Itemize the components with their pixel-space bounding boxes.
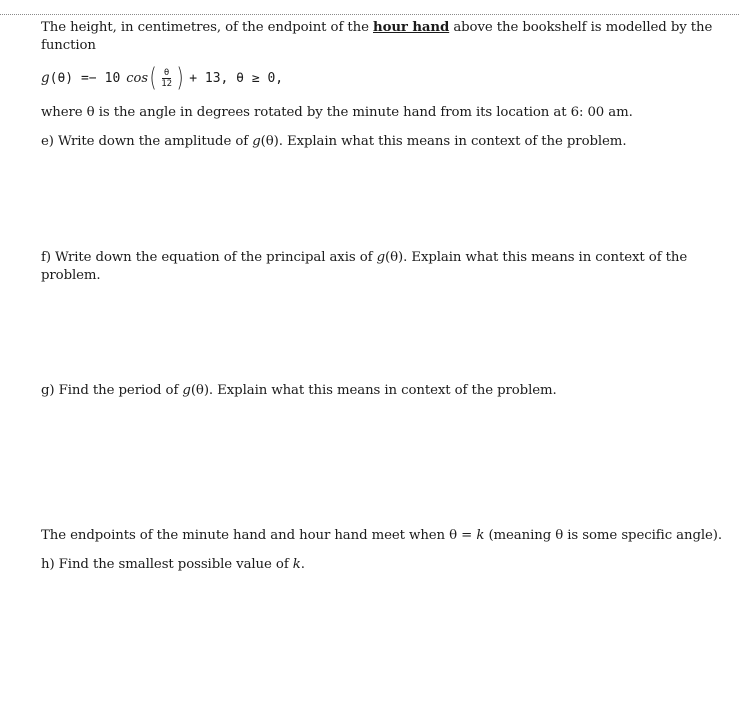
- question-e: [41, 133, 721, 151]
- fraction-numerator: θ: [163, 67, 170, 78]
- question-g: [41, 382, 721, 400]
- intro-text-end: above the bookshelf is modelled by the function: [41, 20, 713, 53]
- question-e-text-end: . Explain what this means in context of the problem.: [278, 134, 627, 149]
- formula-fraction: [159, 68, 174, 89]
- function-formula: [41, 63, 283, 93]
- meet-line-text: The endpoints of the minute hand and hour hand meet when θ =: [41, 528, 477, 543]
- question-h-text: h) Find the smallest possible value of: [41, 557, 293, 572]
- question-g-text-end: . Explain what this means in context of the problem.: [208, 383, 557, 398]
- question-g-arg: (θ): [190, 383, 209, 398]
- question-f-fn: g: [376, 250, 385, 265]
- question-h: [41, 556, 721, 574]
- question-f-arg: (θ): [384, 250, 404, 265]
- question-h-var: k: [292, 557, 301, 572]
- meet-line-var: k: [476, 528, 485, 543]
- question-g-text: g) Find the period of: [41, 383, 183, 398]
- left-paren: (: [149, 63, 157, 93]
- right-paren: ): [176, 63, 184, 93]
- page-top-border: [0, 14, 739, 15]
- hour-hand-emphasis: hour hand: [373, 20, 450, 35]
- intro-paragraph: [41, 19, 721, 55]
- fraction-denominator: 12: [161, 78, 173, 89]
- question-h-text-end: .: [300, 557, 305, 572]
- question-g-fn: g: [182, 383, 191, 398]
- meet-line-text-end: (meaning θ is some specific angle).: [484, 528, 723, 543]
- formula-argument: (θ) =−: [49, 70, 97, 86]
- formula-rest: + 13, θ ≥ 0,: [189, 70, 284, 86]
- meet-line: [41, 527, 731, 545]
- where-line: where θ is the angle in degrees rotated by the minute hand from its location at 6: 00 am.: [41, 105, 633, 120]
- formula-cos: cos: [126, 70, 149, 86]
- question-f-text: f) Write down the equation of the principal axis of: [41, 250, 377, 265]
- formula-coefficient: 10: [104, 70, 121, 86]
- intro-text: The height, in centimetres, of the endpoint of the: [41, 20, 373, 35]
- formula-function-name: g: [41, 70, 50, 86]
- question-e-arg: (θ): [260, 134, 279, 149]
- question-f-text-end: . Explain what this means in context of the problem.: [41, 250, 688, 283]
- question-e-fn: g: [252, 134, 261, 149]
- question-e-text: e) Write down the amplitude of: [41, 134, 253, 149]
- question-f: [41, 249, 721, 285]
